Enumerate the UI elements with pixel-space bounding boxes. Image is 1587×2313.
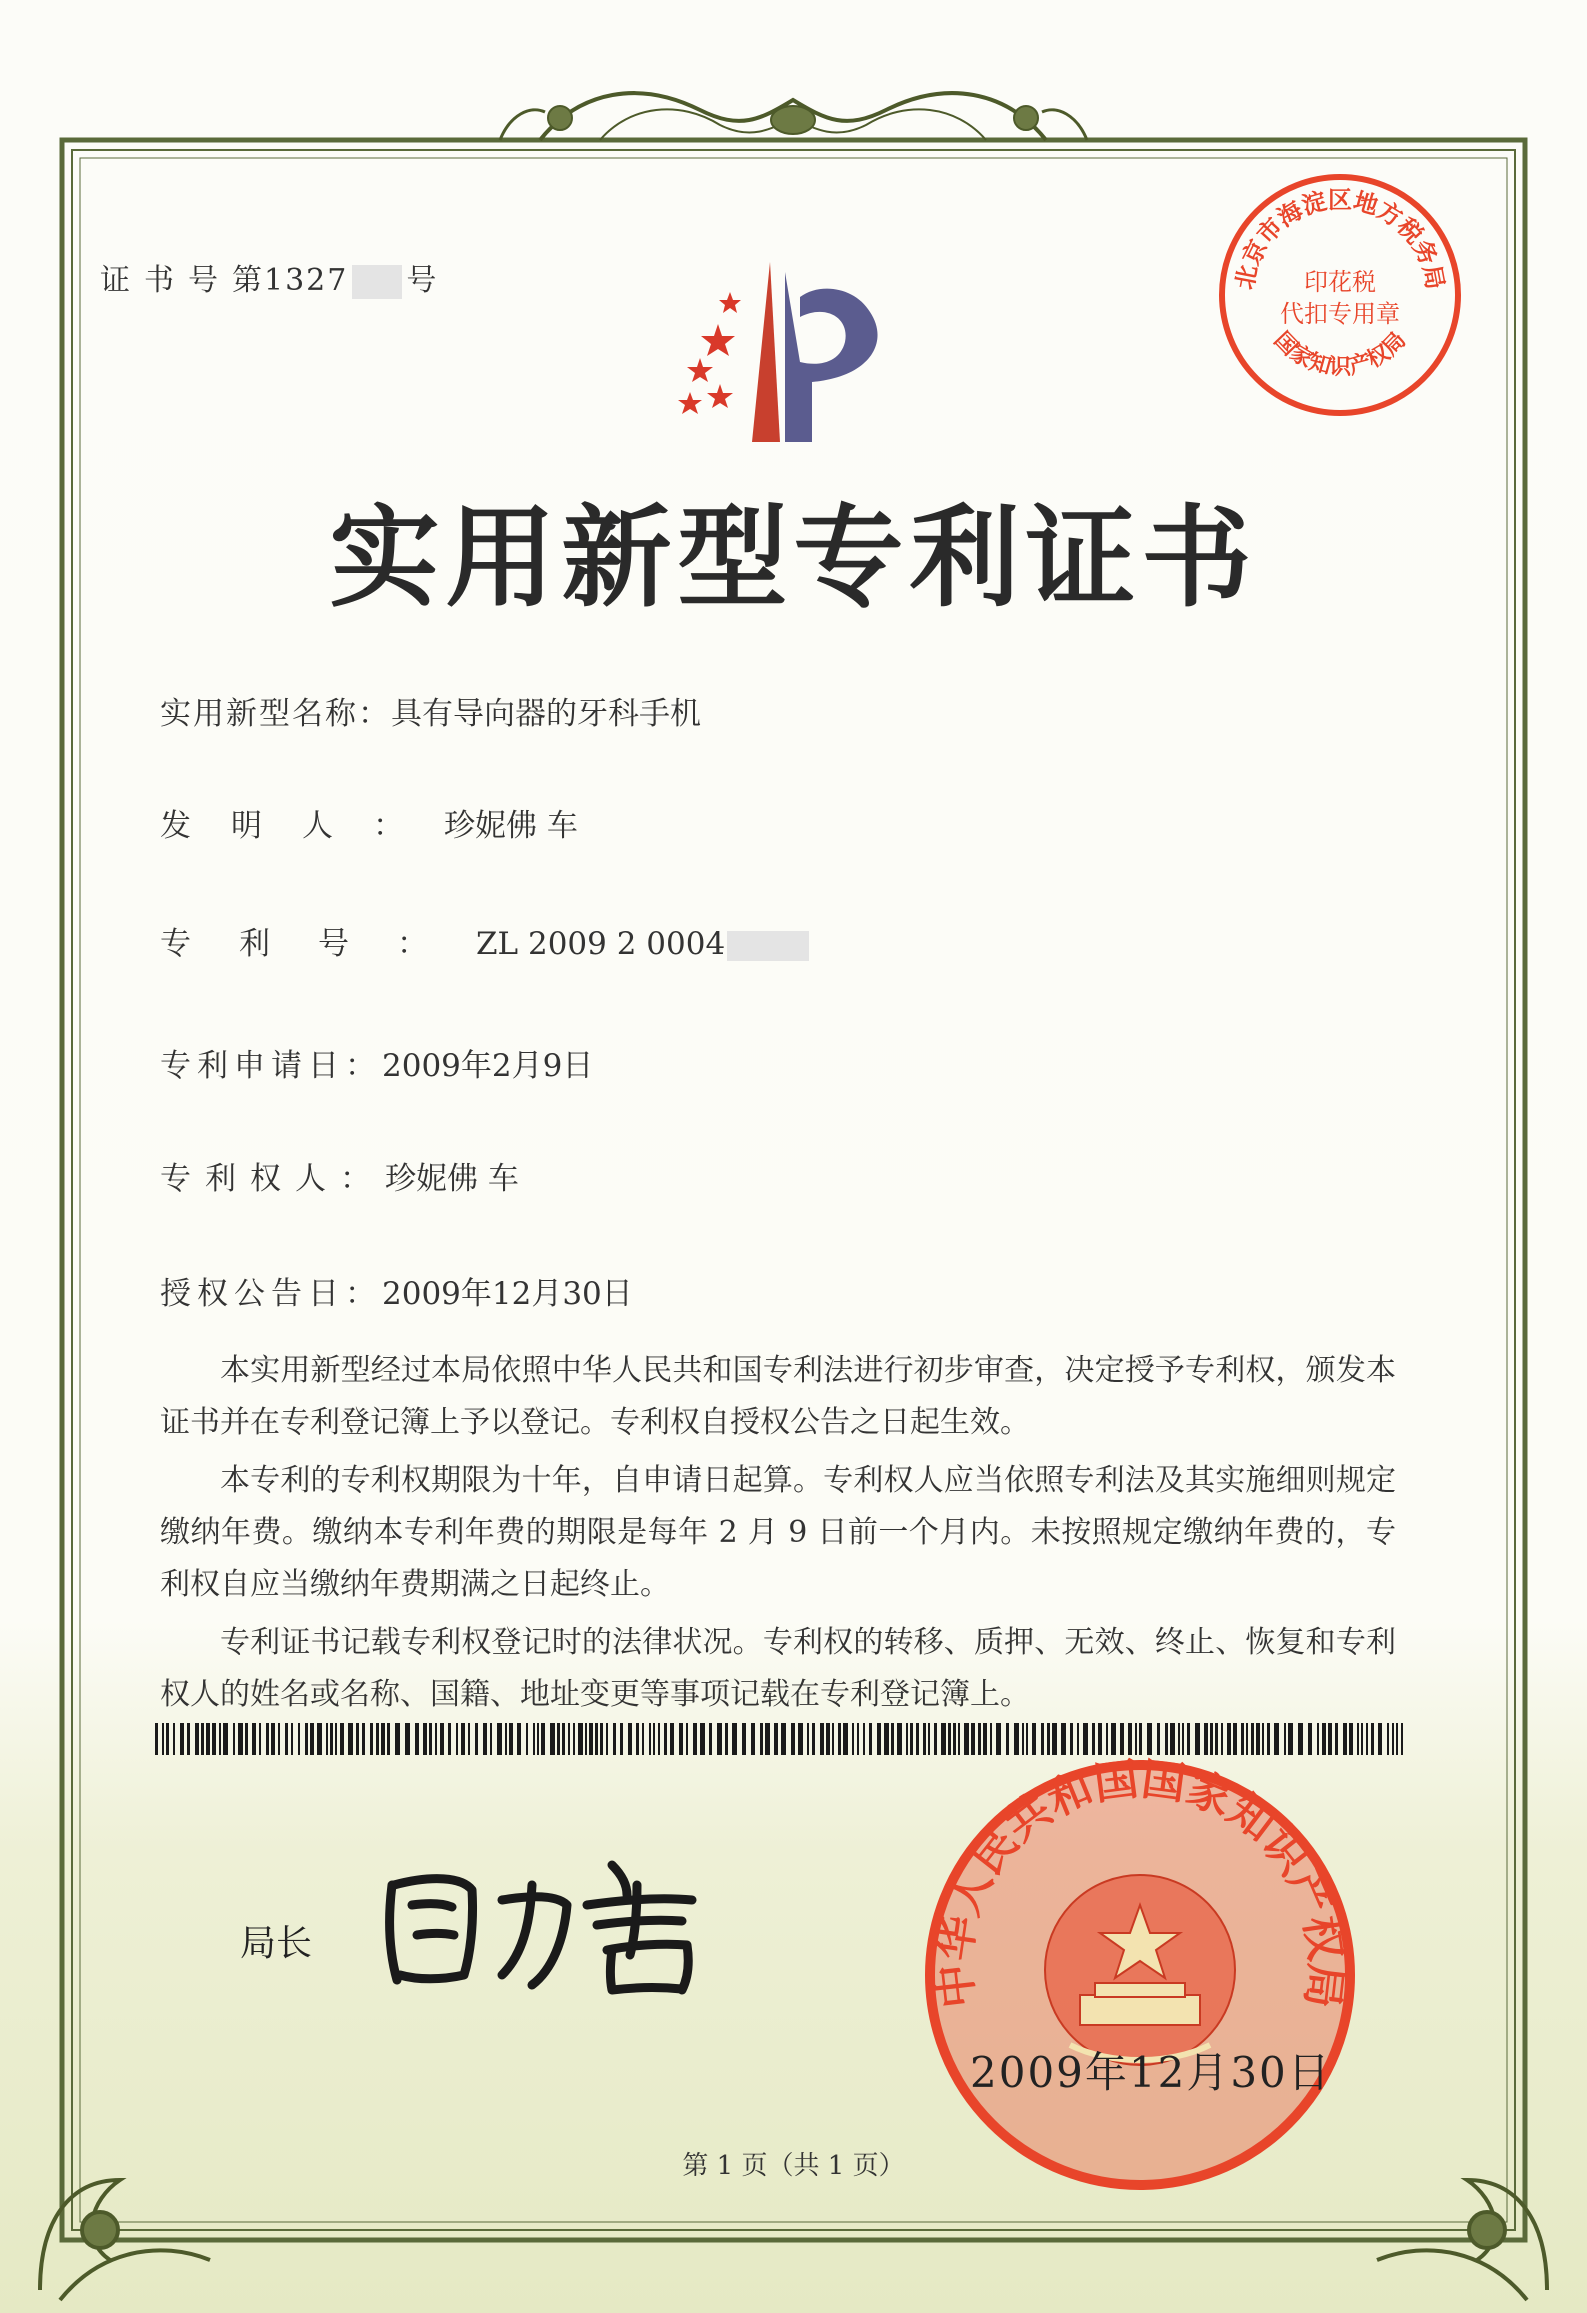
page-indicator: 第 1 页（共 1 页） [682,2151,905,2181]
field-value: 具有导向器的牙科手机 [391,696,701,732]
tax-seal-ring-bottom: 国家知识产权局 [1268,326,1412,380]
cnipa-emblem [640,262,900,462]
field-label: 专利权人： [160,1161,385,1197]
field-inventor [160,800,578,845]
field-value: ZL 2009 2 0004 [476,926,726,962]
tax-seal-center-2: 代扣专用章 [1280,300,1400,328]
field-value: 珍妮佛 车 [385,1161,519,1197]
barcode [155,1723,1405,1755]
director-signature [372,1845,712,1995]
official-seal [920,1755,1360,2195]
official-seal-ring-text: 中华人民共和国国家知识产权局 [928,1755,1352,2011]
certificate-number-prefix: 第1327 [232,263,349,298]
tax-seal-ring-text: 北京市海淀区地方税务局 [1229,185,1451,292]
tax-stamp-seal [1215,170,1465,420]
field-grant-date [160,1268,633,1313]
field-patentee [160,1153,519,1198]
seal-date: 2009年12月30日 [970,2048,1332,2097]
body-paragraph: 专利证书记载专利权登记时的法律状况。专利权的转移、质押、无效、终止、恢复和专利权人的姓名或名称、国籍、地址变更等事项记载在专利登记簿上。 [160,1625,1396,1712]
field-value: 2009年2月9日 [382,1048,594,1084]
body-paragraph: 本专利的专利权期限为十年，自申请日起算。专利权人应当依照专利法及其实施细则规定缴纳年费。缴纳本专利年费的期限是每年 2 月 9 日前一个月内。未按照规定缴纳年费的，专利权自应当缴纳年费期满之日起终止。 [160,1463,1396,1602]
field-label: 发明人： [160,808,444,844]
field-patent-number [160,918,809,963]
field-label: 实用新型名称： [160,696,391,732]
director-title: 局长 [240,1923,313,1964]
body-paragraph: 本实用新型经过本局依照中华人民共和国专利法进行初步审查，决定授予专利权，颁发本证书并在专利登记簿上予以登记。专利权自授权公告之日起生效。 [160,1353,1396,1440]
redacted-block [727,931,809,961]
certificate-number [100,255,438,299]
redacted-block [352,265,402,299]
red-blade [752,262,780,442]
field-utility-model-name [160,688,701,733]
national-emblem-icon [1045,1875,1235,2065]
field-value: 珍妮佛 车 [444,808,578,844]
field-value: 2009年12月30日 [382,1276,633,1312]
field-label: 专利号： [160,926,476,962]
grey-p-shape [785,272,878,442]
field-label: 授权公告日： [160,1276,382,1312]
certificate-body [160,1345,1396,1727]
tax-seal-center-1: 印花税 [1304,268,1376,296]
certificate-number-suffix: 号 [406,263,439,298]
certificate-number-label: 证书号 [100,263,232,298]
field-filing-date [160,1040,593,1085]
certificate-title: 实用新型专利证书 [329,493,1258,622]
star-icons [678,292,741,414]
field-label: 专利申请日： [160,1048,382,1084]
